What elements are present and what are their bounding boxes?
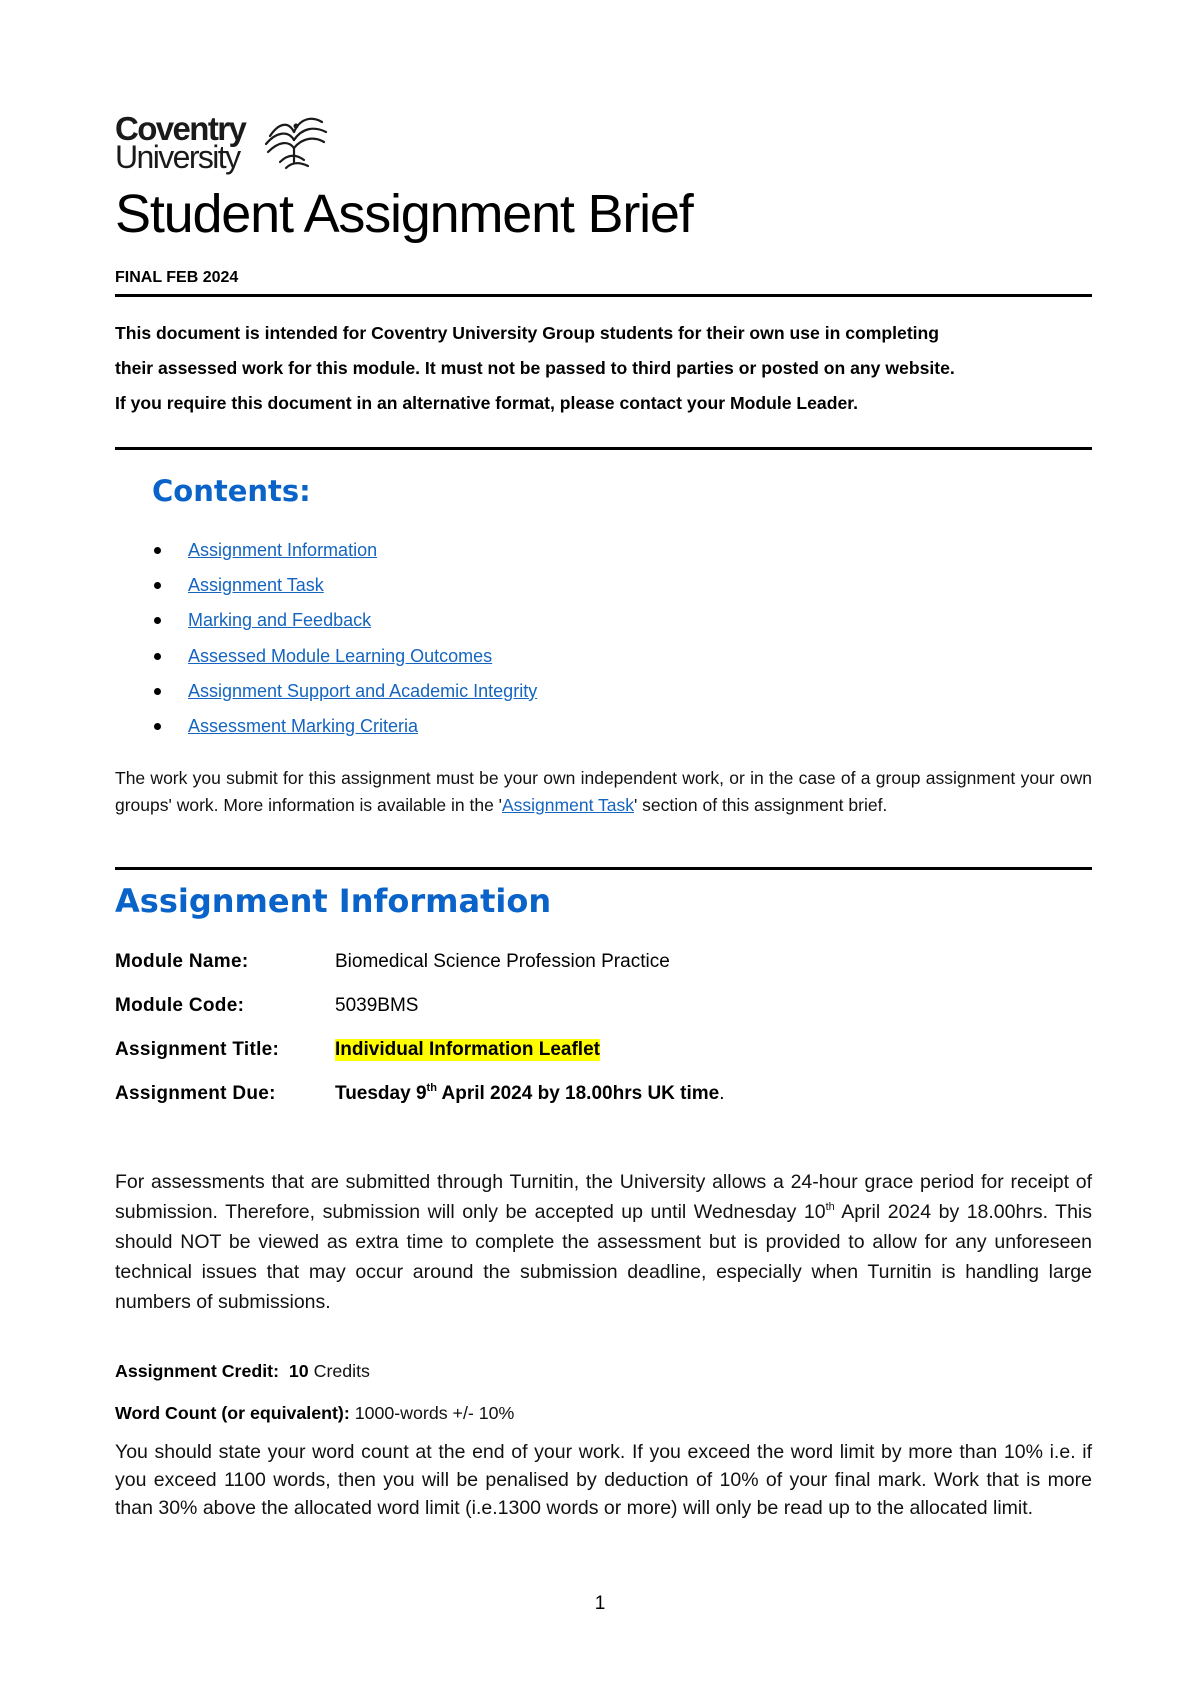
assignment-information-heading: Assignment Information: [115, 882, 552, 920]
toc-link-marking-feedback[interactable]: Marking and Feedback: [188, 610, 372, 631]
word-count-value: 1000-words +/- 10%: [349, 1403, 515, 1423]
bullet-icon: [154, 653, 161, 660]
toc-item: [152, 674, 537, 709]
toc-item: [152, 603, 537, 638]
toc-item: [152, 709, 537, 744]
due-rest: April 2024 by 18.00hrs UK time: [436, 1083, 720, 1104]
credit-unit: Credits: [308, 1361, 370, 1381]
module-name-value: Biomedical Science Profession Practice: [335, 951, 670, 972]
bullet-icon: [154, 688, 161, 695]
toc-item: [152, 568, 537, 603]
intro-line-3: If you require this document in an alternative format, please contact your Module Leader.: [115, 393, 859, 413]
contents-heading: Contents:: [152, 474, 311, 508]
paragraph-text: ' section of this assignment brief.: [633, 795, 888, 815]
grace-period-paragraph: [115, 1167, 1092, 1317]
bullet-icon: [154, 582, 161, 589]
toc-link-assignment-task[interactable]: Assignment Task: [188, 575, 324, 596]
coventry-university-logo: [115, 112, 330, 178]
toc-link-support-integrity[interactable]: Assignment Support and Academic Integrity: [188, 680, 538, 701]
paragraph-text: April 2024 by 18.00hrs. This should NOT be viewed as extra time to complete the assessment but is provided to allow for any unforeseen technical issues that may occur around the submission deadline, especially when Turnitin is handling large numbers of submissions.: [115, 1201, 1092, 1313]
paragraph-text: The work you submit for this assignment must be your own independent work, or in the case of a group assignment your own groups' work. More information is available in the ': [115, 768, 1092, 815]
divider: [115, 447, 1092, 450]
bullet-icon: [154, 723, 161, 730]
bullet-icon: [154, 547, 161, 554]
paragraph-text: For assessments that are submitted through Turnitin, the University allows a 24-hour grace period for receipt of submission. Therefore, submission will only be accepted up until Wednesday 10: [115, 1171, 1092, 1223]
toc-link-learning-outcomes[interactable]: Assessed Module Learning Outcomes: [188, 645, 493, 666]
ordinal-suffix: th: [825, 1201, 835, 1213]
toc-item: [152, 639, 537, 674]
assignment-title-value: Individual Information Leaflet: [335, 1039, 600, 1060]
module-code-label: Module Code:: [115, 995, 245, 1016]
assignment-credit-row: [115, 1361, 370, 1382]
assignment-title-label: Assignment Title:: [115, 1039, 280, 1060]
divider: [115, 294, 1092, 297]
table-of-contents: [152, 533, 537, 744]
toc-link-assignment-information[interactable]: Assignment Information: [188, 540, 378, 560]
due-day: Tuesday 9: [335, 1083, 427, 1104]
due-end: .: [719, 1083, 725, 1104]
toc-item: [152, 533, 537, 568]
intro-notice: [115, 316, 1092, 421]
word-count-row: [115, 1403, 514, 1424]
divider: [115, 867, 1092, 870]
module-code-value: 5039BMS: [335, 995, 419, 1016]
module-name-label: Module Name:: [115, 951, 249, 972]
bullet-icon: [154, 617, 161, 624]
credit-value: 10: [288, 1361, 309, 1381]
toc-link-marking-criteria[interactable]: Assessment Marking Criteria: [188, 715, 419, 736]
due-ordinal: th: [426, 1082, 437, 1094]
logo-line-1: Coventry: [115, 110, 246, 147]
page-title: Student Assignment Brief: [115, 184, 693, 244]
assignment-due-value: [335, 1083, 725, 1105]
assignment-task-link[interactable]: Assignment Task: [502, 795, 634, 815]
assignment-due-label: Assignment Due:: [115, 1083, 276, 1104]
intro-line-2: their assessed work for this module. It must not be passed to third parties or posted on any website.: [115, 358, 955, 378]
independent-work-paragraph: [115, 765, 1092, 819]
word-limit-paragraph: You should state your word count at the end of your work. If you exceed the word limit by more than 10% i.e. if you exceed 1100 words, then you will be penalised by deduction of 10% of your final mark. Work that is more than 30% above the allocated word limit (i.e.1300 words or more) will only be read up to the allocated limit.: [115, 1441, 1092, 1519]
page-number: 1: [594, 1593, 606, 1614]
credit-label: Assignment Credit:: [115, 1361, 279, 1381]
logo-line-2: University: [115, 139, 240, 175]
phoenix-emblem-icon: [260, 114, 330, 172]
intro-line-1: This document is intended for Coventry University Group students for their own use in completing: [115, 323, 940, 343]
version-label: FINAL FEB 2024: [115, 269, 239, 286]
word-count-label: Word Count (or equivalent):: [115, 1403, 350, 1423]
